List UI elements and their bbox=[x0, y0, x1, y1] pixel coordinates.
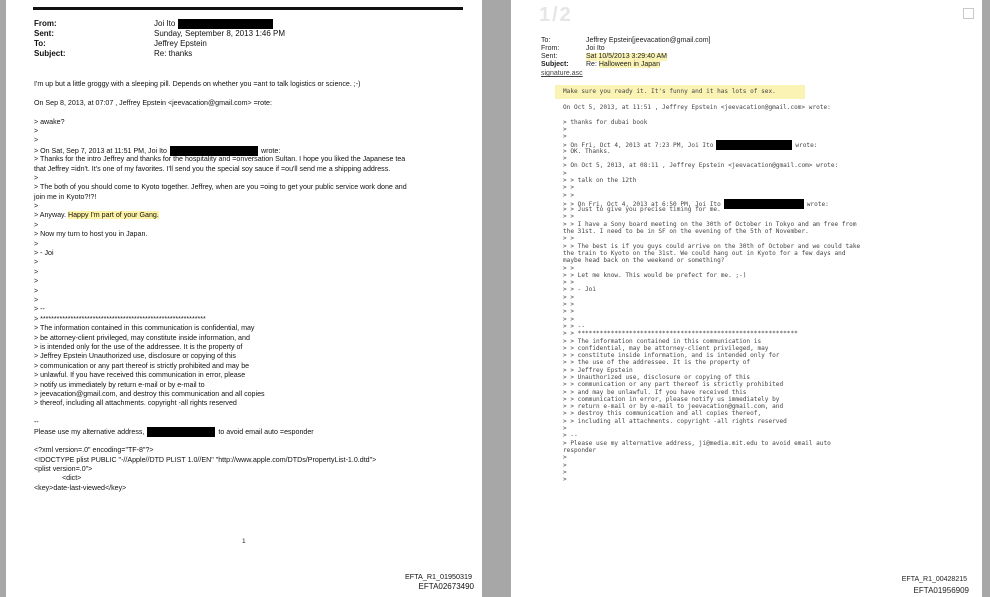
email-line: > bbox=[34, 136, 39, 145]
email-line: > > The information contained in this communication is bbox=[563, 337, 762, 345]
footer-id-1-right: EFTA_R1_00428215 bbox=[901, 576, 967, 583]
email-line: > > bbox=[563, 301, 575, 309]
email-line: > > return e-mail or by e-mail to jeevacation@gmail.com, and bbox=[563, 403, 784, 411]
to-value: Jeffrey Epstein bbox=[154, 39, 207, 48]
email-line: > > Jeffrey Epstein bbox=[563, 366, 633, 374]
email-line: > is intended only for the use of the addressee. It is the property of bbox=[34, 342, 243, 351]
page-corner-icon bbox=[963, 8, 974, 19]
email-line: > thanks for dubai book bbox=[563, 118, 648, 126]
email-line: > bbox=[563, 155, 567, 163]
email-line: > > The best is if you guys could arrive on the 30th of October and we could take bbox=[563, 242, 861, 250]
page-watermark: 1/2 bbox=[539, 4, 573, 26]
email-line: > unlawful. If you have received this communication in error, please bbox=[34, 371, 246, 380]
email-line: > bbox=[34, 258, 39, 267]
footer-id-2: EFTA02673490 bbox=[418, 582, 474, 591]
email-line: > bbox=[563, 454, 567, 462]
highlighted-text: Happy I'm part of your Gang. bbox=[67, 211, 159, 220]
email-line: > > destroy this communication and all copies thereof, bbox=[563, 410, 762, 418]
email-line bbox=[34, 409, 464, 418]
email-line: > -- bbox=[34, 305, 45, 314]
email-line: > > - Joi bbox=[563, 286, 597, 294]
email-line: that Jeffrey =idn't. It's one of my favorites. I'll send you the special soy sauce if =ou'll send me a shipping address. bbox=[34, 164, 391, 173]
attachment-link[interactable]: signature.asc bbox=[541, 70, 583, 77]
email-line: > bbox=[563, 468, 567, 476]
email-line: <dict> bbox=[62, 474, 82, 483]
email-line: > jeevacation@gmail.com, and destroy this communication and all copies bbox=[34, 389, 265, 398]
subject-value-right: Re: Halloween in Japan bbox=[586, 61, 660, 68]
email-line: > bbox=[563, 476, 567, 484]
email-line: > awake? bbox=[34, 117, 65, 126]
document-page-left bbox=[6, 0, 482, 597]
email-line: > On Fri, Oct 4, 2013 at 7:23 PM, Joi Ito wrote: bbox=[563, 142, 818, 150]
email-line: > Please use my alternative address, ji@media.mit.edu to avoid email auto bbox=[563, 439, 831, 447]
email-line: > > bbox=[563, 264, 575, 272]
email-line: > communication or any part thereof is strictly prohibited and may be bbox=[34, 361, 250, 370]
email-line: > bbox=[563, 169, 567, 177]
email-line: > > bbox=[563, 213, 575, 221]
email-line: > > bbox=[563, 279, 575, 287]
email-line: > > and may be unlawful. If you have received this bbox=[563, 388, 747, 396]
email-line: On Oct 5, 2013, at 11:51 , Jeffrey Epstein <jeevacation@gmail.com> wrote: bbox=[563, 104, 831, 111]
email-line: > > bbox=[563, 308, 575, 316]
email-line: > > the use of the addressee. It is the property of bbox=[563, 359, 751, 367]
email-body-right bbox=[563, 104, 963, 483]
document-page-right bbox=[511, 0, 982, 597]
email-line: > > bbox=[563, 315, 575, 323]
email-line: On Sep 8, 2013, at 07:07 , Jeffrey Epstein <jeevacation@gmail.com> =rote: bbox=[34, 98, 272, 107]
to-label-right: To: bbox=[541, 37, 551, 44]
to-label: To: bbox=[34, 39, 46, 48]
page-number: 1 bbox=[242, 538, 246, 545]
from-value: Joi Ito bbox=[154, 19, 273, 29]
subject-label-right: Subject: bbox=[541, 61, 569, 68]
email-line bbox=[34, 437, 464, 446]
email-line: > bbox=[34, 286, 39, 295]
email-line bbox=[34, 108, 464, 117]
email-line: > > -- bbox=[563, 322, 586, 330]
email-line: > Anyway. Happy I'm part of your Gang. bbox=[34, 211, 159, 220]
redaction-box bbox=[724, 199, 804, 209]
sent-label: Sent: bbox=[34, 29, 54, 38]
redaction-box bbox=[716, 140, 792, 150]
email-line bbox=[34, 89, 464, 98]
footer-id-2-right: EFTA01956909 bbox=[913, 586, 969, 595]
email-line: > bbox=[34, 220, 39, 229]
email-line: > Jeffrey Epstein Unauthorized use, disclosure or copying of this bbox=[34, 352, 236, 361]
email-line: <plist version=.0"> bbox=[34, 465, 93, 474]
email-line: > be attorney-client privileged, may constitute inside information, and bbox=[34, 333, 250, 342]
redaction-box bbox=[147, 427, 215, 437]
email-line: > > bbox=[563, 184, 575, 192]
footer-id-1: EFTA_R1_01950319 bbox=[405, 572, 472, 581]
email-line: > On Oct 5, 2013, at 08:11 , Jeffrey Epstein <jeevacation@gmail.com> wrote: bbox=[563, 162, 839, 170]
email-line: > -- bbox=[563, 432, 578, 440]
highlight-line: Make sure you ready it. It's funny and it has lots of sex. bbox=[563, 88, 776, 95]
email-line: the train to Kyoto on the 31st. We could hang out in Kyoto for a few days and bbox=[563, 249, 846, 257]
email-line: > thereof, including all attachments. copyright -all rights reserved bbox=[34, 399, 237, 408]
email-line: > bbox=[563, 125, 567, 133]
email-line: > OK. Thanks. bbox=[563, 147, 611, 155]
email-line: > Thanks for the intro Jeffrey and thanks for the hospitality and =onversation Sultan. I hope you liked the Japanese tea bbox=[34, 155, 406, 164]
from-label: From: bbox=[34, 19, 57, 28]
email-line: > On Sat, Sep 7, 2013 at 11:51 PM, Joi Ito wrote: bbox=[34, 146, 281, 155]
redaction-box bbox=[178, 19, 273, 29]
email-line: Please use my alternative address, to avoid email auto =esponder bbox=[34, 428, 314, 437]
sent-value-right: Sat 10/5/2013 3:29:40 AM bbox=[586, 53, 667, 60]
email-line: > > Just to give you precise timing for me. bbox=[563, 206, 721, 214]
email-line: > bbox=[34, 267, 39, 276]
email-line: > bbox=[563, 425, 567, 433]
email-line: <?xml version=.0" encoding="TF-8"?> bbox=[34, 446, 154, 455]
email-line: join me in Kyoto?!?! bbox=[34, 192, 97, 201]
email-line: > bbox=[34, 202, 39, 211]
email-line bbox=[563, 111, 963, 118]
email-line: <!DOCTYPE plist PUBLIC "-//Apple//DTD PLIST 1.0//EN" "http://www.apple.com/DTDs/PropertyList-1.0.dtd"> bbox=[34, 455, 377, 464]
email-line: > The information contained in this communication is confidential, may bbox=[34, 324, 255, 333]
to-value-right: Jeffrey Epstein[jeevacation@gmail.com] bbox=[586, 37, 711, 44]
email-line: > notify us immediately by return e-mail or by e-mail to bbox=[34, 380, 205, 389]
email-line: > > communication or any part thereof is strictly prohibited bbox=[563, 381, 784, 389]
email-line: > bbox=[34, 126, 39, 135]
email-line: > > talk on the 12th bbox=[563, 176, 637, 184]
email-line: maybe head back on the weekend or something? bbox=[563, 257, 725, 265]
email-line: the 31st. I need to be in SF on the evening of the 5th of November. bbox=[563, 228, 809, 236]
email-line: -- bbox=[34, 418, 39, 427]
email-line: > > constitute inside information, and is intended only for bbox=[563, 352, 780, 360]
subject-label: Subject: bbox=[34, 49, 66, 58]
sent-label-right: Sent: bbox=[541, 53, 558, 60]
email-body-left bbox=[34, 80, 464, 493]
email-line: > bbox=[34, 173, 39, 182]
email-line: > > including all attachments. copyright -all rights reserved bbox=[563, 417, 787, 425]
email-line: <key>date-last-viewed</key> bbox=[34, 483, 127, 492]
email-line: > The both of you should come to Kyoto together. Jeffrey, when are you =oing to get your public service work done and bbox=[34, 183, 407, 192]
email-line: > > I have a Sony board meeting on the 30th of October in Tokyo and am free from bbox=[563, 220, 857, 228]
email-line: I'm up but a little groggy with a sleeping pill. Depends on whether you =ant to talk logistics or science. ;-) bbox=[34, 80, 361, 88]
email-line: > > communication in error, please notify us immediately by bbox=[563, 395, 780, 403]
header-rule bbox=[33, 7, 463, 10]
email-line: > > bbox=[563, 191, 575, 199]
from-value-right: Joi Ito bbox=[586, 45, 605, 52]
email-line: > bbox=[563, 461, 567, 469]
email-line: > Now my turn to host you in Japan. bbox=[34, 230, 148, 239]
email-line: > > Unauthorized use, disclosure or copying of this bbox=[563, 373, 751, 381]
email-line: > bbox=[563, 133, 567, 141]
email-line: responder bbox=[563, 446, 597, 454]
email-line: > > Let me know. This would be prefect for me. ;-) bbox=[563, 271, 747, 279]
email-line: > bbox=[34, 295, 39, 304]
sent-value: Sunday, September 8, 2013 1:46 PM bbox=[154, 29, 286, 38]
email-line: > > On Fri, Oct 4, 2013 at 6:50 PM, Joi Ito wrote: bbox=[563, 200, 829, 208]
email-line: > > confidential, may be attorney-client privileged, may bbox=[563, 344, 769, 352]
subject-value: Re: thanks bbox=[154, 49, 193, 58]
email-line: > > bbox=[563, 293, 575, 301]
from-label-right: From: bbox=[541, 45, 560, 52]
email-line: > - Joi bbox=[34, 249, 54, 258]
email-line: > bbox=[34, 277, 39, 286]
email-line: > > ************************************************************ bbox=[563, 330, 798, 338]
email-line: > bbox=[34, 239, 39, 248]
email-line: > ************************************************************ bbox=[34, 314, 206, 323]
email-line: > > bbox=[563, 235, 575, 243]
